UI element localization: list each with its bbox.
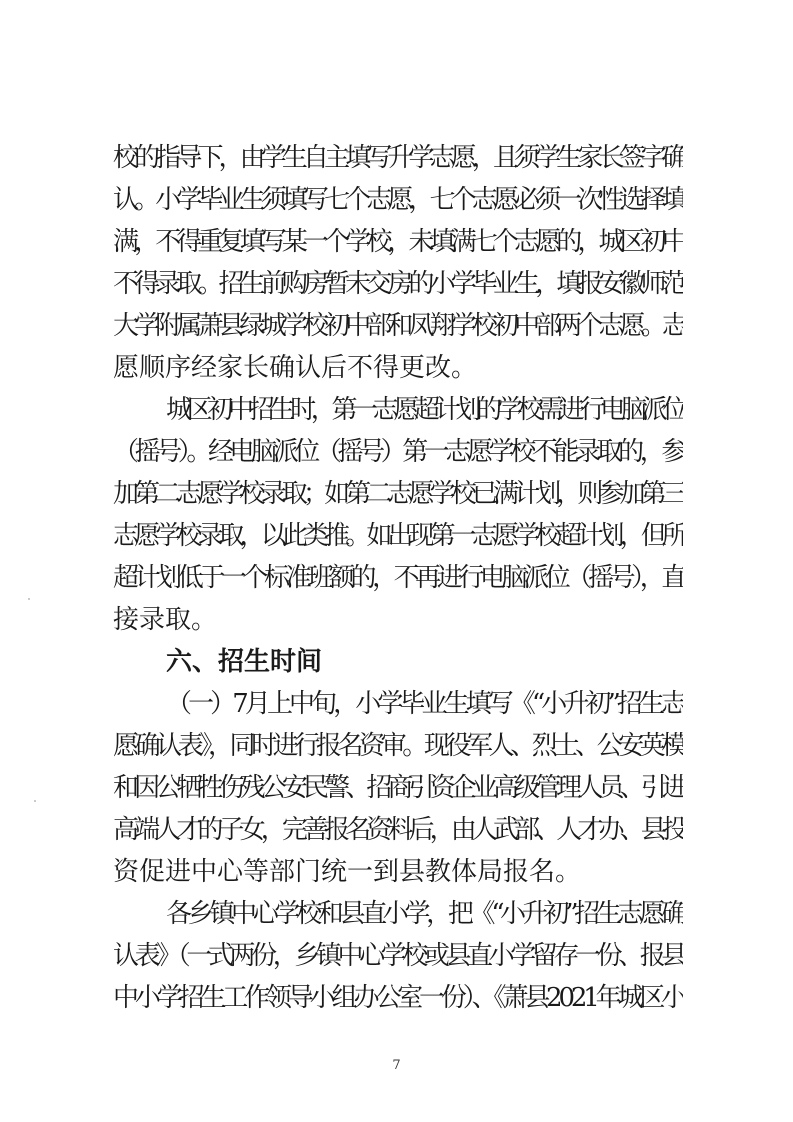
body-line: 满，不得重复填写某一个学校，未填满七个志愿的，城区初中: [113, 227, 683, 257]
section-heading: 六、招生时间: [166, 647, 323, 677]
body-line: 志愿学校录取，以此类推。如出现第一志愿学校超计划，但所: [113, 521, 683, 551]
body-line: 愿确认表》，同时进行报名资审。现役军人、烈士、公安英模: [113, 731, 683, 761]
body-line: 大学附属萧县绿城学校初中部和凤翔学校初中部两个志愿。志: [113, 311, 683, 341]
body-line: 和因公牺牲伤残公安民警、招商引资企业高级管理人员、引进: [113, 773, 683, 803]
body-line: 高端人才的子女，完善报名资料后，由人武部、人才办、县投: [113, 815, 683, 845]
body-line: 资促进中心等部门统一到县教体局报名。: [113, 857, 582, 887]
body-line: 校的指导下，由学生自主填写升学志愿，且须学生家长签字确: [113, 143, 683, 173]
body-line: 超计划低于一个标准班额的，不再进行电脑派位（摇号），直: [113, 563, 683, 593]
body-line: 认。小学毕业生须填写七个志愿，七个志愿必须一次性选择填: [113, 185, 683, 215]
body-line: 认表》（一式两份，乡镇中心学校或县直小学留存一份、报县: [113, 941, 683, 971]
body-line: 愿顺序经家长确认后不得更改。: [113, 353, 478, 383]
body-line: 中小学招生工作领导小组办公室一份）、《萧县2021年城区小: [113, 983, 683, 1013]
body-line: 加第二志愿学校录取；如第二志愿学校已满计划，则参加第三: [113, 479, 683, 509]
scan-speck: [34, 800, 36, 802]
scan-speck: [28, 598, 30, 600]
body-line: （摇号）。经电脑派位（摇号）第一志愿学校不能录取的，参: [113, 437, 683, 467]
body-line: 接录取。: [113, 605, 218, 635]
body-line: 各乡镇中心学校和县直小学，把《“小升初”招生志愿确: [166, 899, 683, 929]
body-line: （一）7月上中旬，小学毕业生填写《“小升初”招生志: [166, 689, 683, 719]
page-number: 7: [392, 1058, 401, 1073]
body-line: 不得录取。招生前购房暂未交房的小学毕业生，填报安徽师范: [113, 269, 683, 299]
body-line: 城区初中招生时，第一志愿超计划的学校需进行电脑派位: [166, 395, 683, 425]
